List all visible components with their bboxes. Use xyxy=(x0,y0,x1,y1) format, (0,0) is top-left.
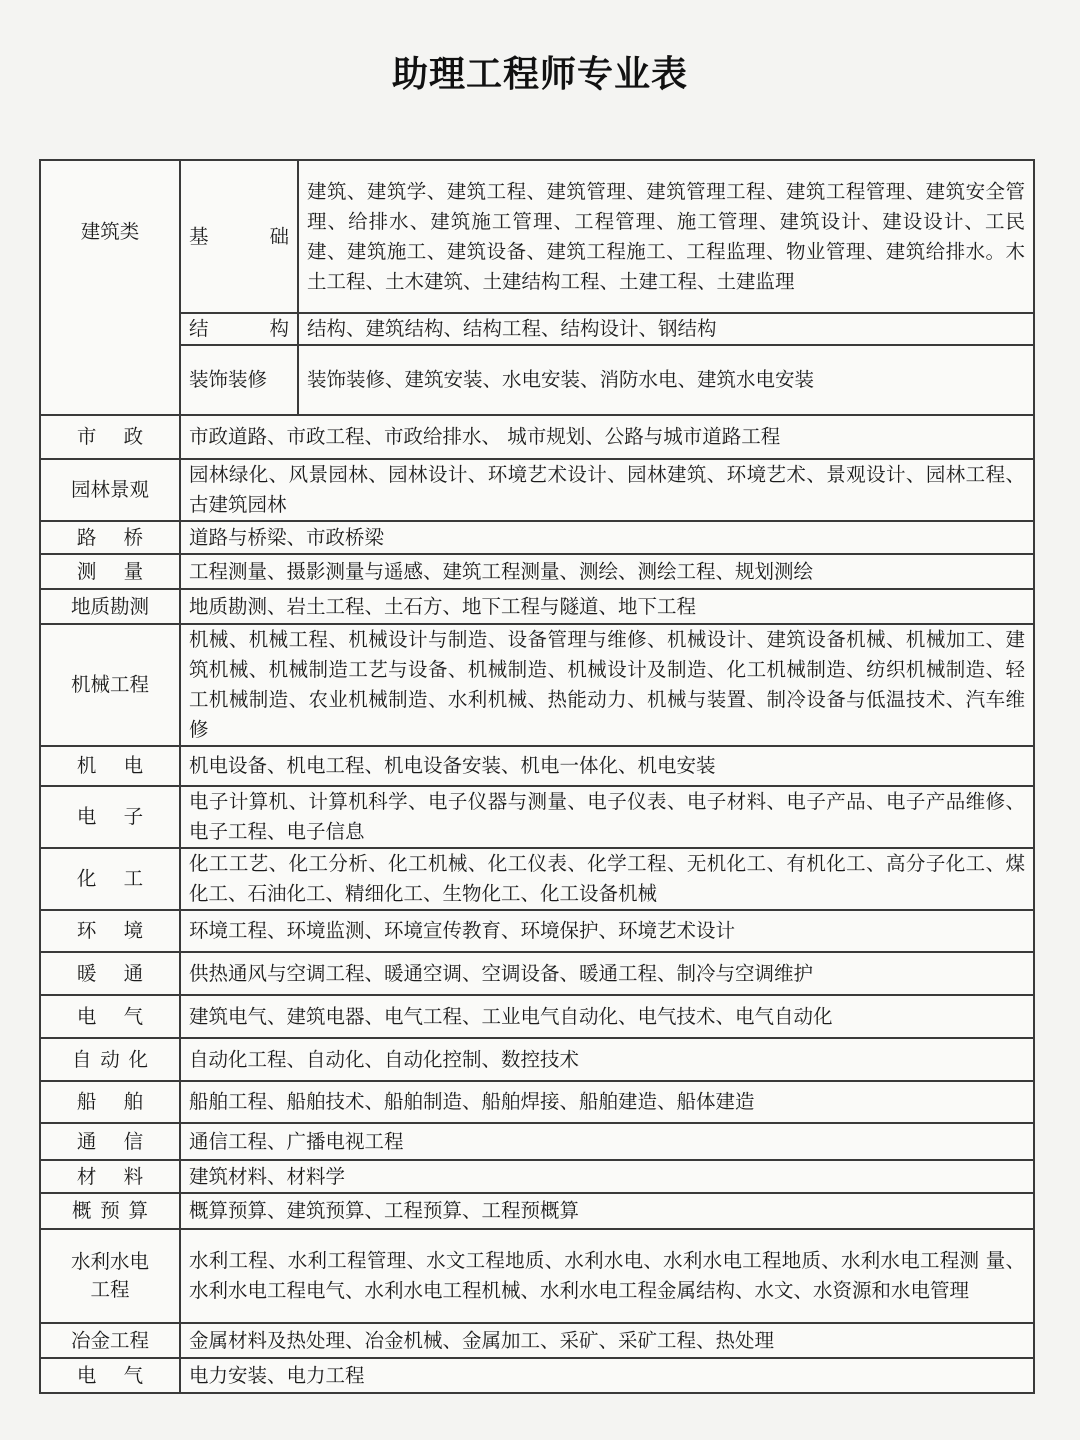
category-cell: 环境 xyxy=(40,910,180,952)
category-cell: 概预算 xyxy=(40,1193,180,1229)
category-cell: 水利水电工程 xyxy=(40,1229,180,1323)
table-row xyxy=(40,589,1034,624)
table-row xyxy=(40,910,1034,952)
majors-cell: 化工工艺、化工分析、化工机械、化工仪表、化学工程、无机化工、有机化工、高分子化工、煤化工、石油化工、精细化工、生物化工、化工设备机械 xyxy=(180,848,1034,910)
table-row xyxy=(40,746,1034,786)
majors-cell: 环境工程、环境监测、环境宣传教育、环境保护、环境艺术设计 xyxy=(180,910,1034,952)
category-cell: 电子 xyxy=(40,786,180,848)
table-row xyxy=(40,459,1034,521)
category-cell: 暖通 xyxy=(40,952,180,995)
majors-cell: 园林绿化、风景园林、园林设计、环境艺术设计、园林建筑、环境艺术、景观设计、园林工程、古建筑园林 xyxy=(180,459,1034,521)
majors-cell: 供热通风与空调工程、暖通空调、空调设备、暖通工程、制冷与空调维护 xyxy=(180,952,1034,995)
subcategory-label: 结 构 xyxy=(189,317,289,340)
table-row xyxy=(40,160,1034,313)
category-cell: 通信 xyxy=(40,1123,180,1160)
table-row xyxy=(40,995,1034,1038)
subcategory-label: 基 础 xyxy=(189,224,289,248)
table-row xyxy=(40,1160,1034,1193)
majors-cell: 建筑、建筑学、建筑工程、建筑管理、建筑管理工程、建筑工程管理、建筑安全管理、给排水、建筑施工管理、工程管理、施工管理、建筑设计、建设设计、工民建、建筑施工、建筑设备、建筑工程施工、工程监理、物业管理、建筑给排水。木土工程、土木建筑、土建结构工程、土建工程、土建监理 xyxy=(298,160,1034,313)
majors-cell: 通信工程、广播电视工程 xyxy=(180,1123,1034,1160)
table-row xyxy=(40,848,1034,910)
category-cell: 材料 xyxy=(40,1160,180,1193)
majors-cell: 水利工程、水利工程管理、水文工程地质、水利水电、水利水电工程地质、水利水电工程测 量、水利水电工程电气、水利水电工程机械、水利水电工程金属结构、水文、水资源和水电管理 xyxy=(180,1229,1034,1323)
majors-cell: 自动化工程、自动化、自动化控制、数控技术 xyxy=(180,1038,1034,1081)
majors-cell: 机械、机械工程、机械设计与制造、设备管理与维修、机械设计、建筑设备机械、机械加工、建筑机械、机械制造工艺与设备、机械制造、机械设计及制造、化工机械制造、纺织机械制造、轻工机械制造、农业机械制造、水利机械、热能动力、机械与装置、制冷设备与低温技术、汽车维修 xyxy=(180,624,1034,746)
category-cell: 船舶 xyxy=(40,1081,180,1123)
table-row xyxy=(40,554,1034,589)
subcategory-cell xyxy=(180,313,298,345)
category-cell: 地质勘测 xyxy=(40,589,180,624)
table-row xyxy=(40,1358,1034,1393)
table-body xyxy=(40,160,1034,415)
majors-cell: 市政道路、市政工程、市政给排水、 城市规划、公路与城市道路工程 xyxy=(180,415,1034,459)
majors-cell: 金属材料及热处理、冶金机械、金属加工、采矿、采矿工程、热处理 xyxy=(180,1323,1034,1358)
majors-cell: 地质勘测、岩土工程、土石方、地下工程与隧道、地下工程 xyxy=(180,589,1034,624)
table-row xyxy=(40,1123,1034,1160)
category-cell: 冶金工程 xyxy=(40,1323,180,1358)
category-cell: 机械工程 xyxy=(40,624,180,746)
subcategory-cell xyxy=(180,160,298,313)
category-cell: 化工 xyxy=(40,848,180,910)
table-row xyxy=(40,1193,1034,1229)
table-row xyxy=(40,521,1034,554)
majors-cell: 工程测量、摄影测量与遥感、建筑工程测量、测绘、测绘工程、规划测绘 xyxy=(180,554,1034,589)
category-cell: 电气 xyxy=(40,995,180,1038)
table-row xyxy=(40,313,1034,345)
category-cell: 建筑类 xyxy=(40,160,180,415)
category-cell: 自动化 xyxy=(40,1038,180,1081)
table-row xyxy=(40,345,1034,415)
table-row xyxy=(40,624,1034,746)
majors-cell: 道路与桥梁、市政桥梁 xyxy=(180,521,1034,554)
category-cell: 园林景观 xyxy=(40,459,180,521)
category-cell: 市政 xyxy=(40,415,180,459)
majors-cell: 船舶工程、船舶技术、船舶制造、船舶焊接、船舶建造、船体建造 xyxy=(180,1081,1034,1123)
category-cell: 测量 xyxy=(40,554,180,589)
majors-cell: 电力安装、电力工程 xyxy=(180,1358,1034,1393)
table-row xyxy=(40,786,1034,848)
table-row xyxy=(40,1323,1034,1358)
majors-cell: 电子计算机、计算机科学、电子仪器与测量、电子仪表、电子材料、电子产品、电子产品维修、电子工程、电子信息 xyxy=(180,786,1034,848)
majors-cell: 结构、建筑结构、结构工程、结构设计、钢结构 xyxy=(298,313,1034,345)
table-row xyxy=(40,415,1034,459)
majors-cell: 装饰装修、建筑安装、水电安装、消防水电、建筑水电安装 xyxy=(298,345,1034,415)
category-cell: 路桥 xyxy=(40,521,180,554)
category-cell: 电气 xyxy=(40,1358,180,1393)
majors-cell: 机电设备、机电工程、机电设备安装、机电一体化、机电安装 xyxy=(180,746,1034,786)
category-cell: 机电 xyxy=(40,746,180,786)
page-title: 助理工程师专业表 xyxy=(391,54,688,95)
majors-cell: 建筑材料、材料学 xyxy=(180,1160,1034,1193)
table-row xyxy=(40,952,1034,995)
table-row xyxy=(40,1081,1034,1123)
subcategory-cell: 装饰装修 xyxy=(180,345,298,415)
major-table xyxy=(39,159,1035,1394)
table-row xyxy=(40,1229,1034,1323)
majors-cell: 建筑电气、建筑电器、电气工程、工业电气自动化、电气技术、电气自动化 xyxy=(180,995,1034,1038)
table-rows xyxy=(40,415,1034,1393)
majors-cell: 概算预算、建筑预算、工程预算、工程预概算 xyxy=(180,1193,1034,1229)
table-row xyxy=(40,1038,1034,1081)
